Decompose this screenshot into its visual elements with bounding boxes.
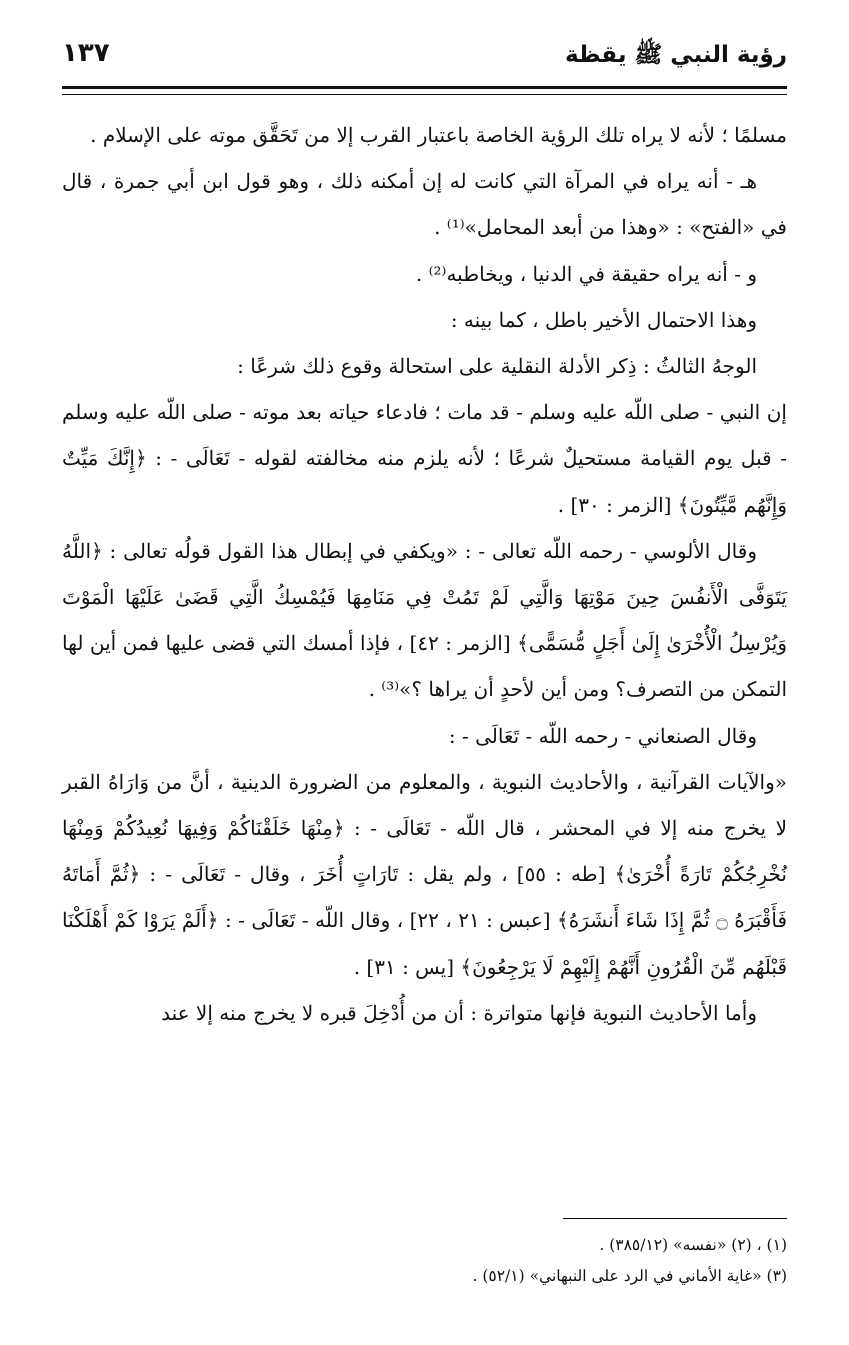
paragraph: «والآيات القرآنية ، والأحاديث النبوية ، والمعلوم من الضرورة الدينية ، أنَّ من وَارَاهُ القبر لا يخرج منه إلا في المحشر ، قال اللّه - تَعَالَى - : ﴿مِنْهَا خَلَقْنَاكُمْ وَفِيهَا نُعِيدُكُمْ وَمِنْهَا نُخْرِجُكُمْ تَارَةً أُخْرَىٰ﴾ [طه : ٥٥] ، ولم يقل : تَارَاتٍ أُخَرَ ، وقال - تَعَالَى - : ﴿ثُمَّ أَمَاتَهُ فَأَقْبَرَهُ ۝ ثُمَّ إِذَا شَاءَ أَنشَرَهُ﴾ [عبس : ٢١ ، ٢٢] ، وقال اللّه - تَعَالَى - : ﴿أَلَمْ يَرَوْا كَمْ أَهْلَكْنَا قَبْلَهُم مِّنَ الْقُرُونِ أَنَّهُمْ إِلَيْهِمْ لَا يَرْجِعُونَ﴾ [يس : ٣١] .	[62, 769, 788, 979]
footnote-rule	[563, 1218, 787, 1219]
section-heading: الوجهُ الثالثُ : ذِكر الأدلة النقلية على استحالة وقوع ذلك شرعًا :	[237, 354, 757, 379]
page-number: ١٣٧	[62, 38, 110, 68]
paragraph: وقال الألوسي - رحمه اللّه تعالى - : «ويكفي في إبطال هذا القول قولُه تعالى : ﴿اللَّهُ يَتَوَفَّى الْأَنفُسَ حِينَ مَوْتِهَا وَالَّتِي لَمْ تَمُتْ فِي مَنَامِهَا فَيُمْسِكُ الَّتِي قَضَىٰ عَلَيْهَا الْمَوْتَ وَيُرْسِلُ الْأُخْرَىٰ إِلَىٰ أَجَلٍ مُّسَمًّى﴾ [الزمر : ٤٢] ، فإذا أمسك التي قضى عليها فمن أين لها التمكن من التصرف؟ ومن أين لأحدٍ أن يراها ؟»⁽³⁾ .	[62, 538, 787, 702]
paragraph: وأما الأحاديث النبوية فإنها متواترة : أن من أُدْخِلَ قبره لا يخرج منه إلا عند	[161, 1000, 757, 1025]
paragraph: هـ - أنه يراه في المرآة التي كانت له إن أمكنه ذلك ، وهو قول ابن أبي جمرة ، قال في «الفتح» : «وهذا من أبعد المحامل»⁽¹⁾ .	[62, 169, 787, 240]
main-text	[62, 112, 787, 1036]
footnote: (٣) «غاية الأماني في الرد على النبهاني» (٥٢/١) .	[472, 1267, 787, 1285]
footnote: (١) ، (٢) «نفسه» (٣٨٥/١٢) .	[599, 1236, 787, 1254]
paragraph: و - أنه يراه حقيقة في الدنيا ، ويخاطبه⁽²⁾ .	[415, 261, 757, 286]
paragraph: مسلمًا ؛ لأنه لا يراه تلك الرؤية الخاصة باعتبار القرب إلا من تَحَقَّق موته على الإسلام .	[90, 123, 787, 147]
paragraph: إن النبي - صلى اللّه عليه وسلم - قد مات ؛ فادعاء حياته بعد موته - صلى اللّه عليه وسلم - قبل يوم القيامة مستحيلٌ شرعًا ؛ لأنه يلزم منه مخالفته لقوله - تَعَالَى - : ﴿إِنَّكَ مَيِّتٌ وَإِنَّهُم مَّيِّتُونَ﴾ [الزمر : ٣٠] .	[62, 400, 787, 517]
header-rule-thick	[62, 86, 787, 89]
header-rule-thin	[62, 94, 787, 95]
paragraph: وهذا الاحتمال الأخير باطل ، كما بينه :	[450, 307, 757, 332]
footnotes	[62, 1230, 787, 1292]
paragraph: وقال الصنعاني - رحمه اللّه - تَعَالَى - :	[448, 723, 757, 748]
running-title: رؤية النبي ﷺ يقظة	[564, 42, 787, 68]
page-header	[62, 38, 787, 78]
